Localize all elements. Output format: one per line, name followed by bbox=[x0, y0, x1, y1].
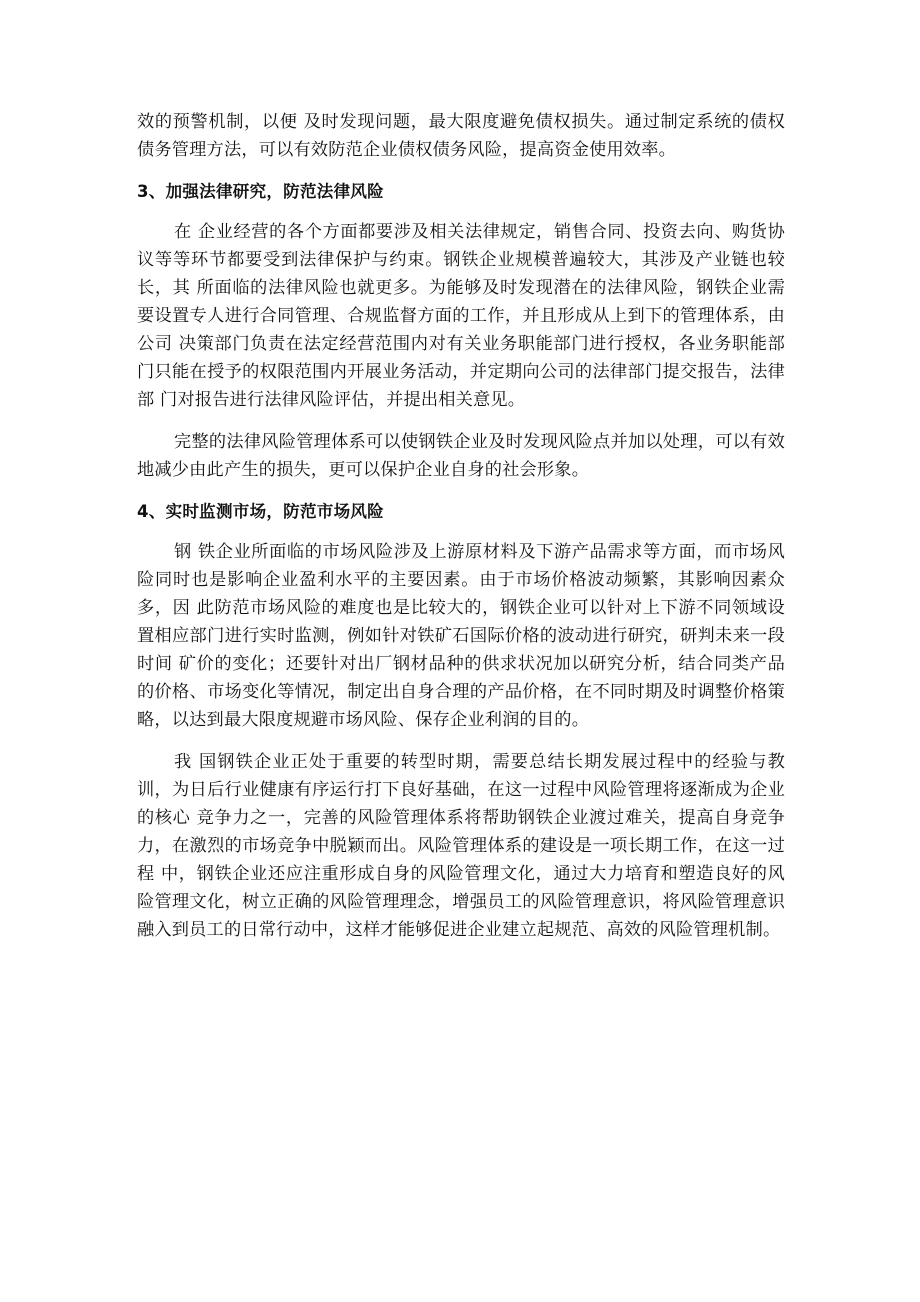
document-body bbox=[137, 108, 785, 958]
paragraph-legal-risk: 在 企业经营的各个方面都要涉及相关法律规定，销售合同、投资去向、购货协议等等环节都要受到法律保护与约束。钢铁企业规模普遍较大，其涉及产业链也较长，其 所面临的法律风险也就更多。为能够及时发现潜在的法律风险，钢铁企业需要设置专人进行合同管理、合规监督方面的工作，并且形成从上到下的管理体系，由公司 决策部门负责在法定经营范围内对有关业务职能部门进行授权，各业务职能部门只能在授予的权限范围内开展业务活动，并定期向公司的法律部门提交报告，法律部 门对报告进行法律风险评估，并提出相关意见。 bbox=[137, 222, 785, 410]
paragraph-continuation: 效的预警机制，以便 及时发现问题，最大限度避免债权损失。通过制定系统的债权债务管理方法，可以有效防范企业债权债务风险，提高资金使用效率。 bbox=[137, 112, 785, 160]
paragraph-conclusion: 我 国钢铁企业正处于重要的转型时期，需要总结长期发展过程中的经验与教训，为日后行业健康有序运行打下良好基础，在这一过程中风险管理将逐渐成为企业的核心 竞争力之一，完善的风险管理体系将帮助钢铁企业渡过难关，提高自身竞争力，在激烈的市场竞争中脱颖而出。风险管理体系的建设是一项长期工作，在这一过程 中，钢铁企业还应注重形成自身的风险管理文化，通过大力培育和塑造良好的风险管理文化，树立正确的风险管理理念，增强员工的风险管理意识，将风险管理意识 融入到员工的日常行动中，这样才能够促进企业建立起规范、高效的风险管理机制。 bbox=[137, 752, 785, 940]
section-heading-4: 4、实时监测市场，防范市场风险 bbox=[137, 502, 384, 521]
section-heading-3: 3、加强法律研究，防范法律风险 bbox=[137, 182, 384, 201]
paragraph-market-risk: 钢 铁企业所面临的市场风险涉及上游原材料及下游产品需求等方面，而市场风险同时也是影响企业盈利水平的主要因素。由于市场价格波动频繁，其影响因素众多，因 此防范市场风险的难度也是比较大的，钢铁企业可以针对上下游不同领域设置相应部门进行实时监测，例如针对铁矿石国际价格的波动进行研究，研判未来一段时间 矿价的变化；还要针对出厂钢材品种的供求状况加以研究分析，结合同类产品的价格、市场变化等情况，制定出自身合理的产品价格，在不同时期及时调整价格策 略，以达到最大限度规避市场风险、保存企业利润的目的。 bbox=[137, 542, 785, 730]
paragraph-legal-system: 完整的法律风险管理体系可以使钢铁企业及时发现风险点并加以处理，可以有效地减少由此产生的损失，更可以保护企业自身的社会形象。 bbox=[137, 432, 785, 480]
